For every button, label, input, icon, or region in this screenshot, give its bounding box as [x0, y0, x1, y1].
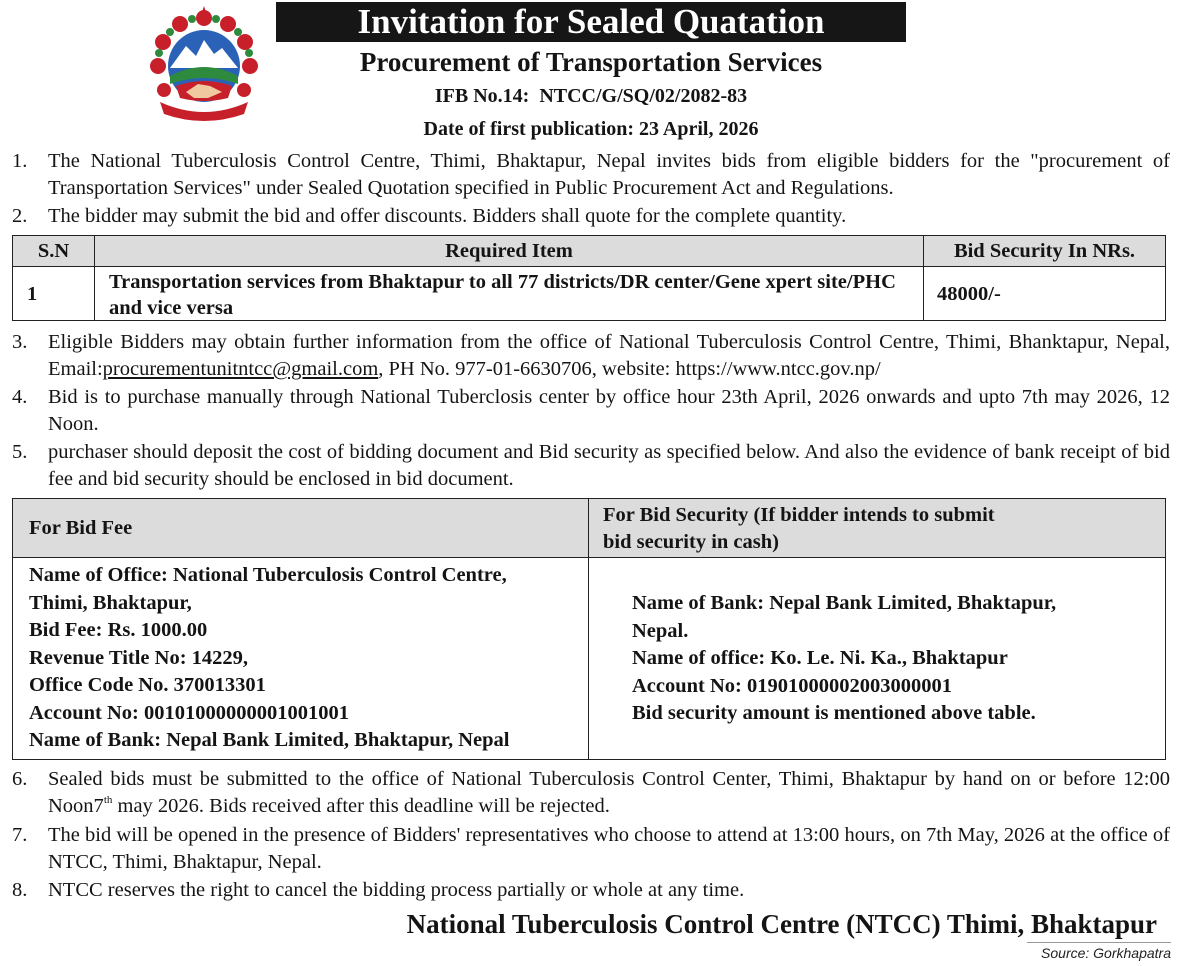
- item-text: NTCC reserves the right to cancel the bidding process partially or whole at any time.: [48, 879, 745, 901]
- row-bid-security: 48000/-: [937, 283, 1001, 305]
- issuing-organization: National Tuberculosis Control Centre (NTCC) Thimi, Bhaktapur: [406, 909, 1157, 939]
- notice-subtitle: Procurement of Transportation Services: [359, 47, 823, 77]
- required-item-table: [12, 235, 1166, 321]
- item-text: Eligible Bidders may obtain further information from the office of National Tuberculosis Control Centre, Thimi, Bhanktapur, Nepal, Email:procurementunitntcc@gmail.com, PH No. 977-01-6630706, website: https://www.ntcc.gov.np/: [48, 331, 1170, 380]
- item-number: 5.: [12, 441, 28, 463]
- header-required-item: Required Item: [445, 240, 573, 262]
- fee-line: Thimi, Bhaktapur,: [29, 591, 192, 614]
- item-number: 8.: [12, 879, 28, 901]
- item-number: 4.: [12, 386, 28, 408]
- fee-line: Revenue Title No: 14229,: [29, 646, 249, 669]
- row-item: Transportation services from Bhaktapur to all 77 districts/DR center/Gene xpert site/PHC and vice versa: [109, 271, 896, 319]
- bid-security-header: For Bid Security (If bidder intends to submit bid security in cash): [603, 504, 995, 553]
- fee-line: Name of Bank: Nepal Bank Limited, Bhaktapur, Nepal: [29, 729, 510, 751]
- security-line: Nepal.: [632, 619, 689, 642]
- security-line: Bid security amount is mentioned above table.: [632, 702, 1036, 724]
- security-line: Name of office: Ko. Le. Ni. Ka., Bhaktapur: [632, 647, 1008, 669]
- fee-line: Office Code No. 370013301: [29, 674, 266, 696]
- source-credit: Source: Gorkhapatra: [1027, 942, 1171, 961]
- header-bid-security: Bid Security In NRs.: [953, 240, 1136, 262]
- payment-table: [12, 498, 1166, 760]
- item-number: 2.: [12, 205, 28, 227]
- header-sn: S.N: [37, 240, 70, 262]
- security-line: Account No: 01901000002003000001: [632, 674, 953, 697]
- email-link[interactable]: procurementunitntcc@gmail.com: [102, 358, 379, 380]
- item-text: The National Tuberculosis Control Centre, Thimi, Bhaktapur, Nepal invites bids from eligible bidders for the "procurement of Transportation Services" under Sealed Quotation specified in Public Procurement Act and Regulations.: [48, 150, 1170, 199]
- item-text: purchaser should deposit the cost of bidding document and Bid security as specified below. And also the evidence of bank receipt of bid fee and bid security should be enclosed in bid document.: [48, 441, 1170, 490]
- security-line: Name of Bank: Nepal Bank Limited, Bhaktapur,: [632, 592, 1057, 614]
- item-number: 7.: [12, 824, 28, 846]
- nepal-emblem-icon: [146, 6, 262, 122]
- item-text: The bidder may submit the bid and offer discounts. Bidders shall quote for the complete quantity.: [48, 205, 847, 227]
- fee-line: Account No: 00101000000001001001: [29, 701, 350, 724]
- fee-line: Bid Fee: Rs. 1000.00: [29, 619, 208, 641]
- row-sn: 1: [27, 283, 38, 305]
- item-text: Bid is to purchase manually through National Tuberclosis center by office hour 23th April, 2026 onwards and upto 7th may 2026, 12 Noon.: [48, 386, 1170, 435]
- bid-security-details: [632, 590, 1152, 728]
- fee-line: Name of Office: National Tuberculosis Control Centre,: [29, 564, 507, 586]
- item-number: 1.: [12, 150, 28, 172]
- item-text: Sealed bids must be submitted to the office of National Tuberculosis Control Center, Thimi, Bhaktapur by hand on or before 12:00 Noon7th may 2026. Bids received after this deadline will be rejected.: [48, 768, 1170, 817]
- item-number: 3.: [12, 331, 28, 353]
- bid-fee-details: [29, 562, 584, 755]
- publication-date: Date of first publication: 23 April, 2026: [423, 118, 759, 140]
- bid-fee-header: For Bid Fee: [29, 517, 133, 539]
- page-title: Invitation for Sealed Quatation: [276, 2, 906, 42]
- item-number: 6.: [12, 768, 28, 790]
- item-text: The bid will be opened in the presence of Bidders' representatives who choose to attend at 13:00 hours, on 7th May, 2026 at the office of NTCC, Thimi, Bhaktapur, Nepal.: [48, 824, 1170, 873]
- ifb-number: IFB No.14: NTCC/G/SQ/02/2082-83: [434, 85, 748, 107]
